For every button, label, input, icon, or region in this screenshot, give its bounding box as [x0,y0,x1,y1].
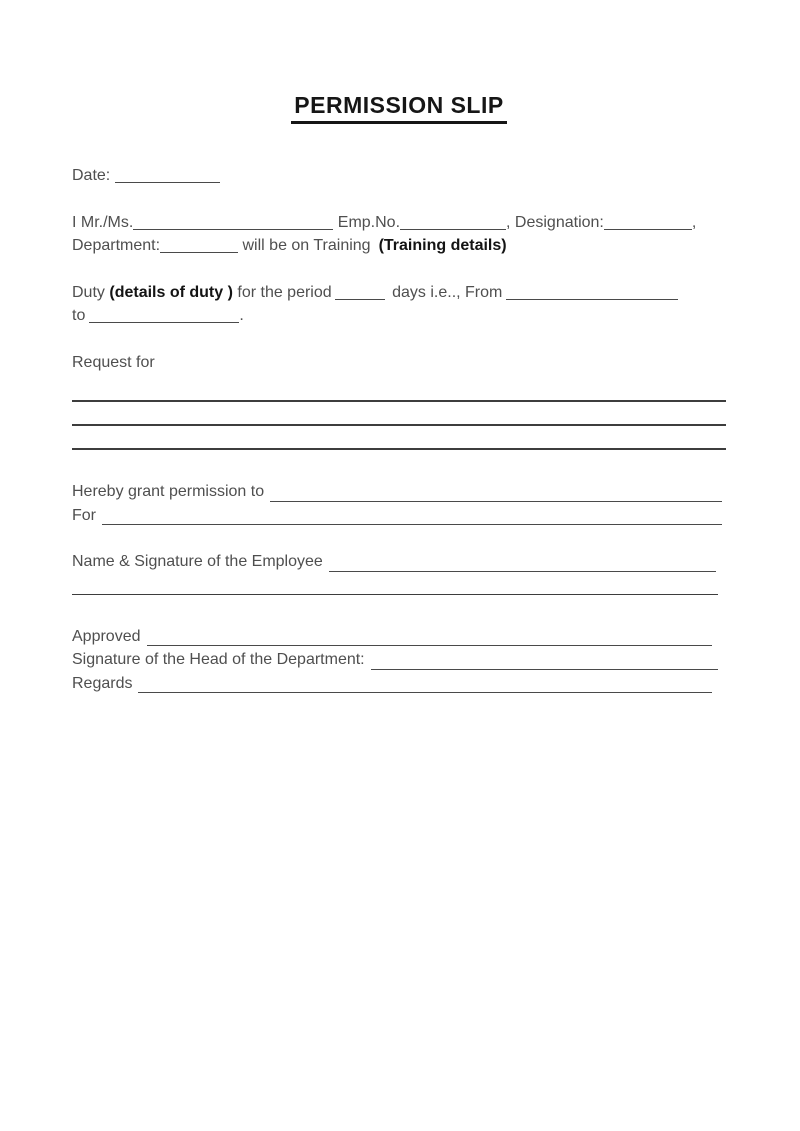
intro-comma: , [691,213,697,231]
title-row [72,92,726,124]
duty-period-text: for the period [237,283,332,301]
employee-signature-extra-line [72,594,718,595]
head-signature-label: Signature of the Head of the Department: [72,651,365,668]
head-signature-line [72,648,726,672]
intro-department-label: Department: [72,237,161,254]
request-blank-line-3 [72,448,726,450]
employee-name-blank [133,217,333,230]
grant-permission-blank [270,489,722,502]
date-label: Date: [72,167,111,184]
intro-paragraph [72,211,726,258]
approved-label: Approved [72,627,141,645]
for-line [72,504,726,528]
duty-details-bold: (details of duty ) [109,283,233,301]
intro-training-details-bold: (Training details) [378,237,507,254]
regards-label: Regards [72,674,133,692]
for-blank [102,512,722,525]
duty-label: Duty [72,283,105,301]
grant-permission-line [72,480,726,504]
period-days-blank [335,287,385,300]
department-blank [160,240,238,253]
head-signature-blank [371,657,718,670]
request-blank-line-2 [72,424,726,426]
request-label: Request for [72,353,155,371]
duty-to-text: to [72,307,86,324]
regards-blank [138,680,712,693]
to-date-blank [89,310,239,323]
employee-signature-blank [329,559,716,572]
document-title: PERMISSION SLIP [291,92,506,124]
request-blank-line-1 [72,400,726,402]
from-date-blank [506,287,678,300]
intro-empno-label: Emp.No. [337,213,401,231]
approved-blank [147,633,713,646]
duty-end-period: . [239,307,244,324]
grant-permission-label: Hereby grant permission to [72,483,265,500]
request-line [72,351,726,375]
date-blank [115,170,220,183]
emp-no-blank [400,217,506,230]
approved-line [72,625,726,649]
duty-days-from-text: days i.e.., From [392,283,503,301]
designation-blank [604,217,692,230]
duty-paragraph [72,281,726,328]
regards-line [72,672,726,696]
employee-signature-line [72,550,726,574]
employee-signature-label: Name & Signature of the Employee [72,553,323,570]
date-line [72,164,726,188]
intro-designation-label: , Designation: [506,213,604,231]
intro-i-mrms: I Mr./Ms. [72,213,134,231]
intro-training-text: will be on Training [242,237,371,254]
for-label: For [72,506,96,524]
